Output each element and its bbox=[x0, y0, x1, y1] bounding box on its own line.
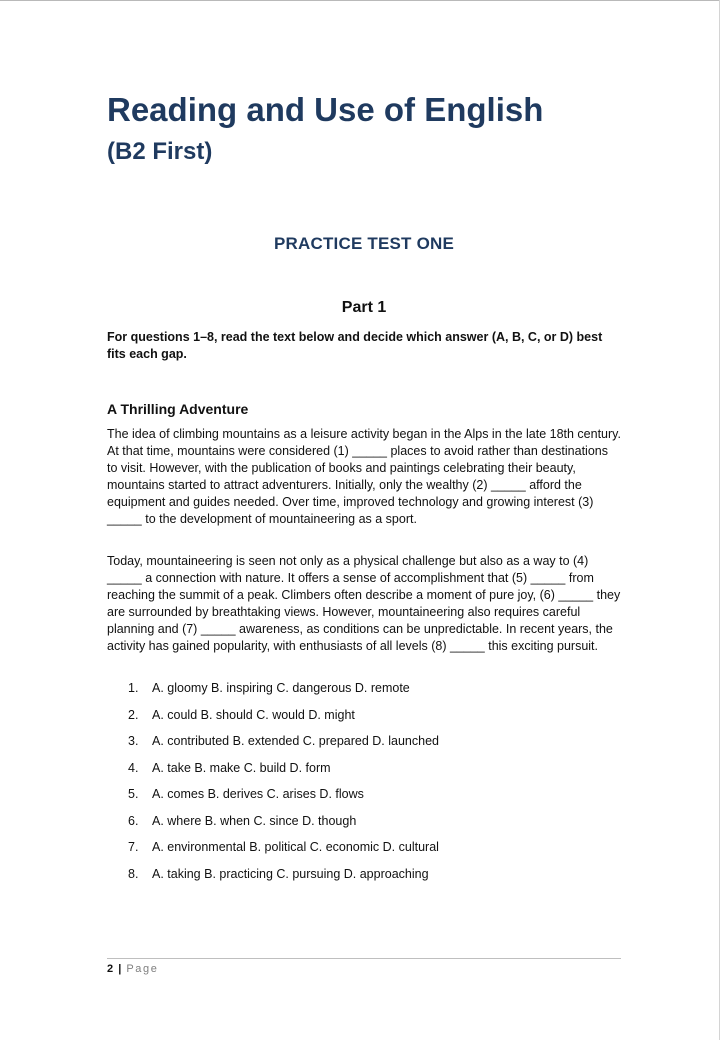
question-item bbox=[128, 839, 439, 866]
question-options: A. comes B. derives C. arises D. flows bbox=[152, 787, 364, 801]
page-footer bbox=[107, 961, 158, 977]
page-number: 2 bbox=[107, 963, 114, 975]
question-item bbox=[128, 786, 439, 813]
document-title: Reading and Use of English bbox=[107, 91, 544, 128]
page-label: Page bbox=[126, 963, 159, 975]
question-number: 3. bbox=[128, 734, 139, 748]
page-top-edge bbox=[0, 0, 720, 1]
question-number: 5. bbox=[128, 787, 139, 801]
reading-paragraph-2: Today, mountaineering is seen not only as a physical challenge but also as a way to (4) _____ a connection with nature. It offers a sense of accomplishment that (5) _____ from reaching the summit of a peak. Climbers often describe a moment of pure joy, (6) _____ they are surrounded by breathtaking views. However, mountaineering also requires careful planning and (7) _____ awareness, as conditions can be unpredictable. In recent years, the activity has gained popularity, with enthusiasts of all levels (8) _____ this exciting pursuit. bbox=[107, 554, 621, 653]
question-options: A. could B. should C. would D. might bbox=[152, 707, 355, 722]
question-number: 7. bbox=[128, 840, 139, 854]
question-item bbox=[128, 760, 439, 787]
document-subtitle: (B2 First) bbox=[107, 138, 213, 165]
reading-paragraph-1: The idea of climbing mountains as a leisure activity began in the Alps in the late 18th century. At that time, mountains were considered (1) _____ places to avoid rather than destinations to visit. However, with the publication of books and paintings celebrating their beauty, mountains started to attract adventurers. Initially, only the wealthy (2) _____ afford the equipment and guides needed. Over time, improved technology and growing interest (3) _____ to the development of mountaineering as a sport. bbox=[107, 427, 621, 526]
question-options: A. take B. make C. build D. form bbox=[152, 760, 331, 775]
question-number: 8. bbox=[128, 866, 139, 881]
practice-test-heading: PRACTICE TEST ONE bbox=[273, 234, 455, 253]
reading-text-title: A Thrilling Adventure bbox=[107, 401, 249, 417]
answer-options-list bbox=[128, 680, 439, 892]
footer-separator: | bbox=[118, 963, 122, 975]
question-number: 4. bbox=[128, 760, 139, 775]
question-item bbox=[128, 866, 439, 893]
question-options: A. where B. when C. since D. though bbox=[152, 813, 357, 828]
task-instructions: For questions 1–8, read the text below and decide which answer (A, B, C, or D) best fits each gap. bbox=[107, 330, 603, 361]
question-item bbox=[128, 733, 439, 760]
question-item bbox=[128, 813, 439, 840]
question-item bbox=[128, 707, 439, 734]
question-options: A. contributed B. extended C. prepared D. launched bbox=[152, 734, 439, 748]
question-options: A. environmental B. political C. economic D. cultural bbox=[152, 840, 439, 854]
question-options: A. taking B. practicing C. pursuing D. approaching bbox=[152, 866, 429, 881]
question-number: 6. bbox=[128, 813, 139, 828]
question-item bbox=[128, 680, 439, 707]
question-number: 1. bbox=[128, 681, 139, 695]
footer-divider bbox=[107, 958, 621, 959]
part-heading: Part 1 bbox=[341, 299, 387, 316]
question-number: 2. bbox=[128, 707, 139, 722]
question-options: A. gloomy B. inspiring C. dangerous D. remote bbox=[152, 681, 410, 695]
